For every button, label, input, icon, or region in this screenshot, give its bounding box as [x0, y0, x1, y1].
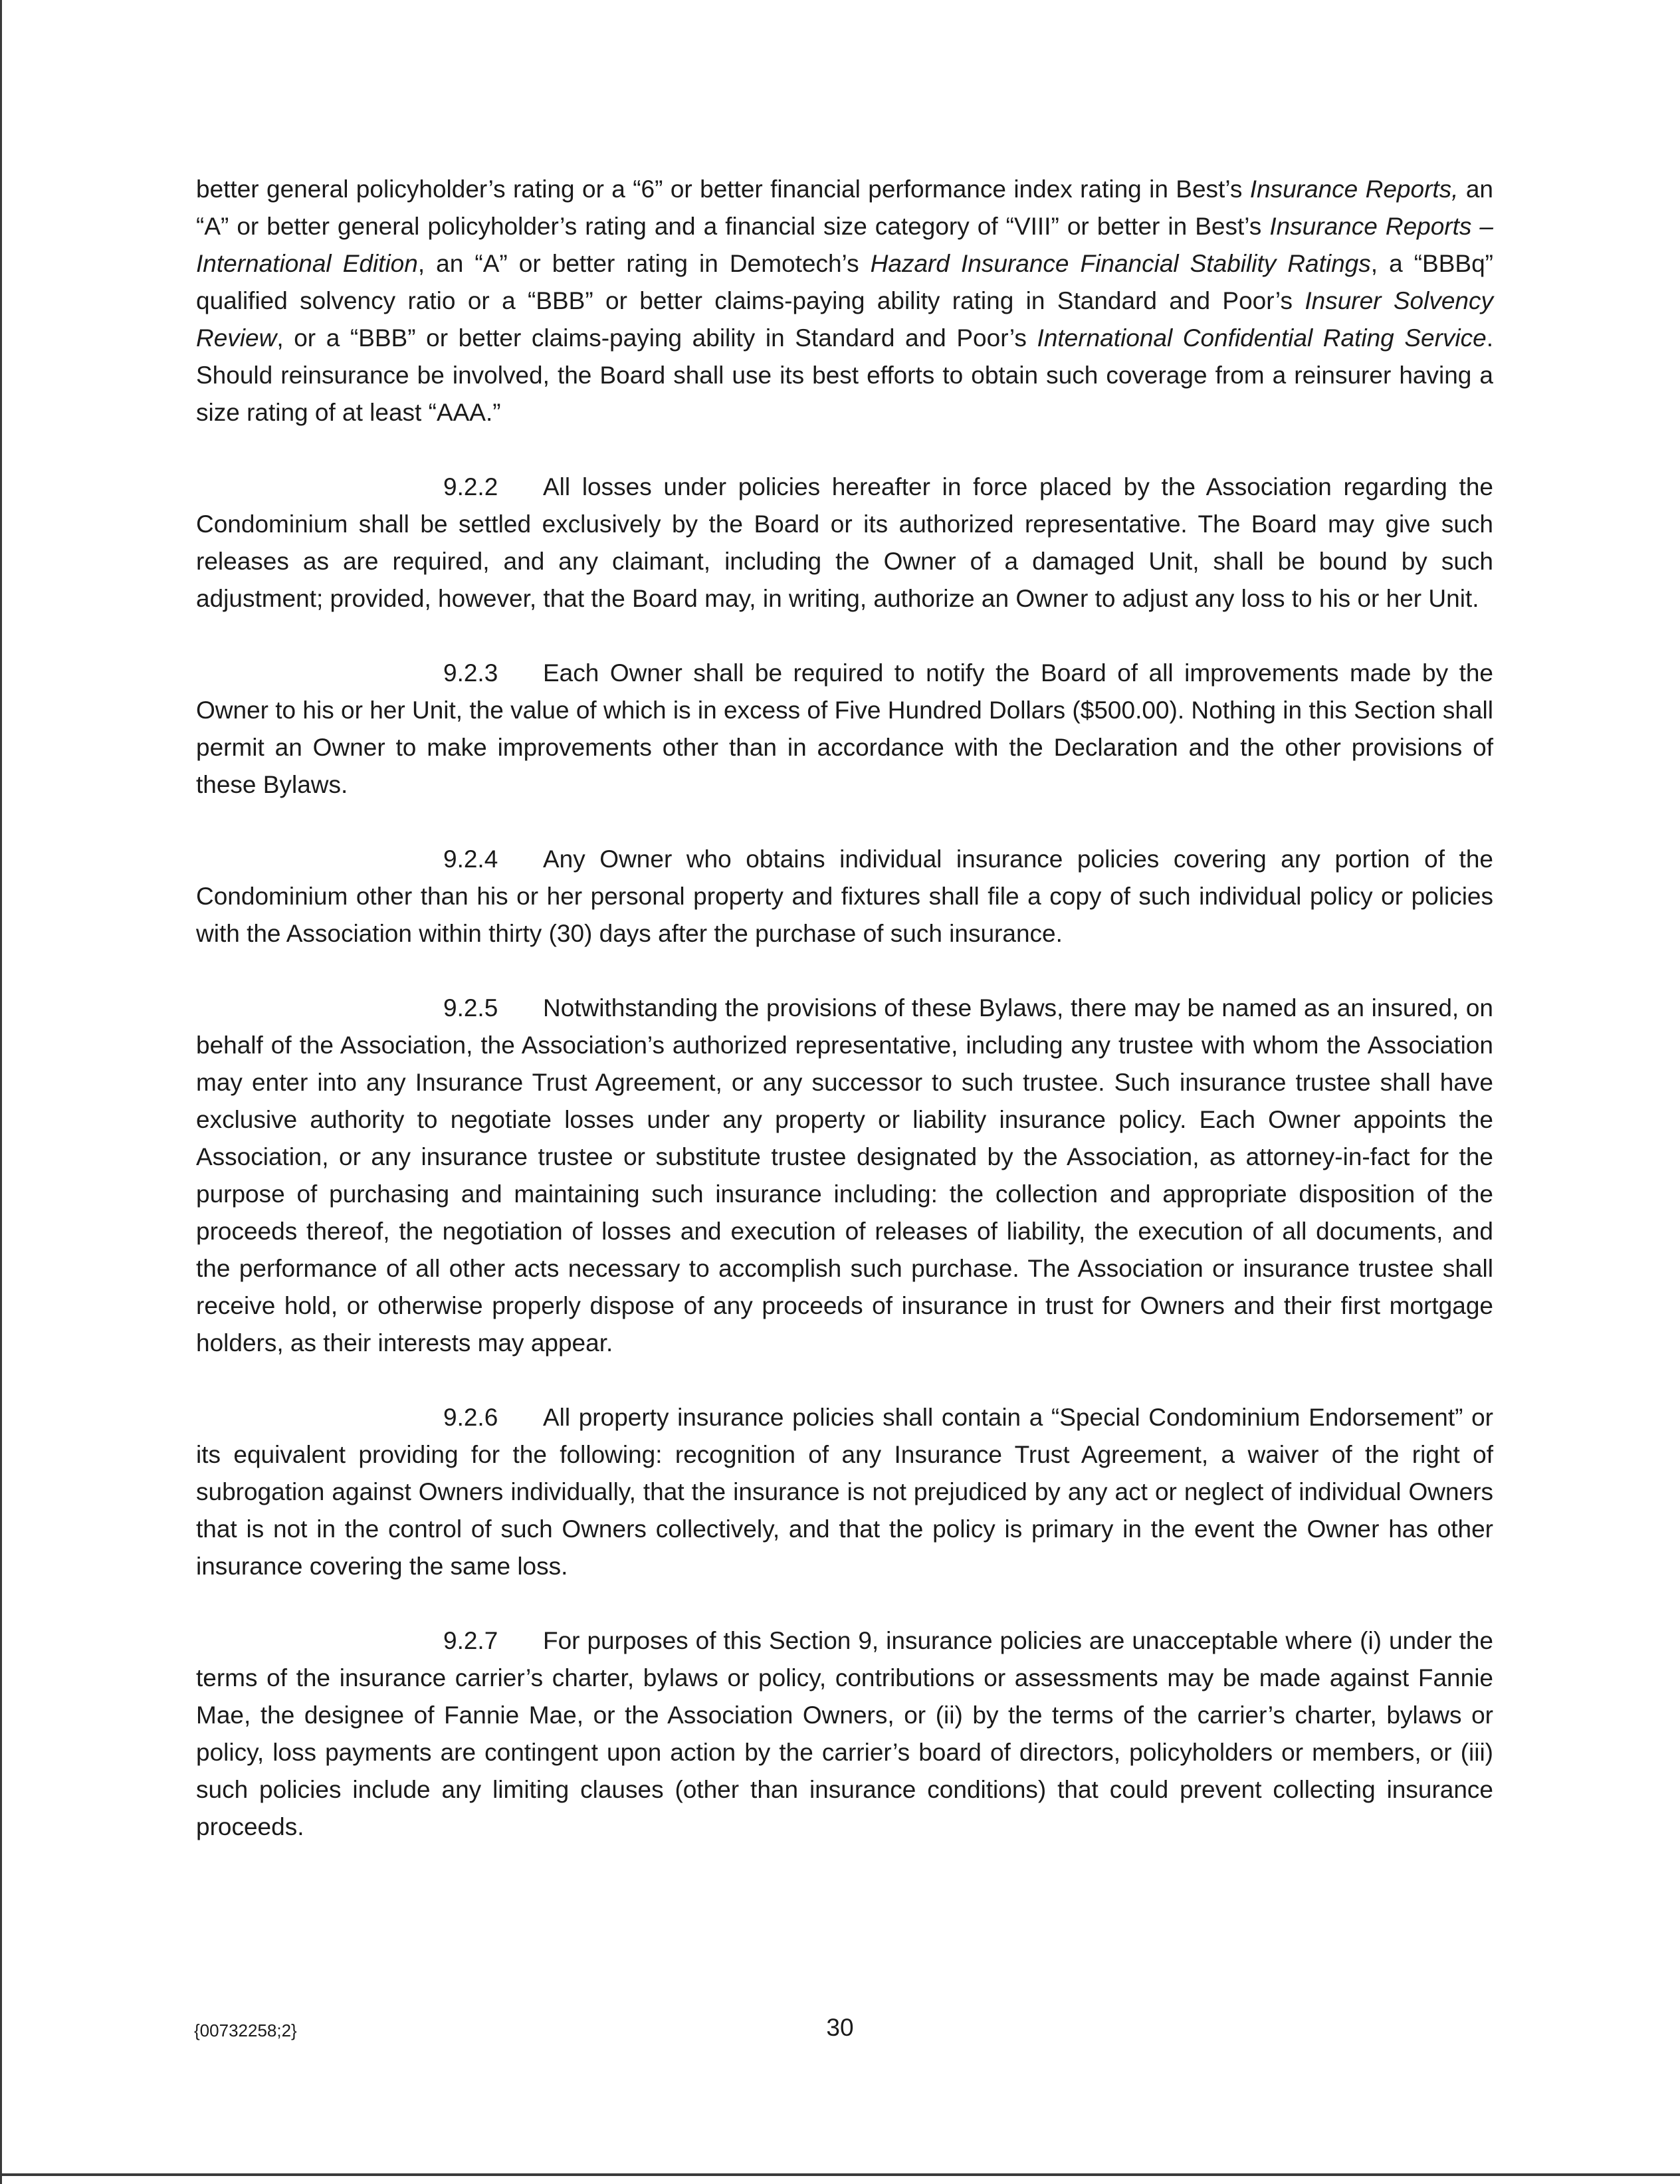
section-9-2-5 — [196, 990, 1493, 1362]
footer-page-number: 30 — [826, 2014, 854, 2041]
section-9-2-2 — [196, 469, 1493, 617]
section-9-2-7 — [196, 1622, 1493, 1846]
section-number: 9.2.7 — [443, 1627, 498, 1654]
section-number: 9.2.3 — [443, 659, 498, 687]
intro-text-5: , or a “BBB” or better claims-paying ability in Standard and Poor’s — [276, 324, 1037, 352]
section-text: For purposes of this Section 9, insurance policies are unacceptable where (i) under the terms of the insurance carrier’s charter, bylaws or policy, contributions or assessments may be made against Fannie Mae, the designee of Fannie Mae, or the Association Owners, or (ii) by the terms of the carrier’s charter, bylaws or policy, loss payments are contingent upon action by the carrier’s board of directors, policyholders or members, or (iii) such policies include any limiting clauses (other than insurance conditions) that could prevent collecting insurance proceeds. — [196, 1627, 1493, 1840]
intro-text-6: . Should reinsurance be involved, the Board shall use its best efforts to obtain such coverage from a reinsurer having a size rating of at least “AAA.” — [196, 324, 1494, 426]
section-9-2-4 — [196, 841, 1493, 952]
intro-italic-hazard-ratings: Hazard Insurance Financial Stability Ratings — [870, 250, 1371, 277]
section-number: 9.2.2 — [443, 473, 498, 500]
page-left-edge — [0, 0, 2, 2184]
intro-italic-insurance-reports: Insurance Reports, — [1249, 175, 1459, 203]
section-number: 9.2.5 — [443, 994, 498, 1022]
intro-text-2: an “A” or better general policyholder’s rating and a financial size category of “VIII” or better in Best’s — [196, 175, 1494, 240]
section-text: All property insurance policies shall contain a “Special Condominium Endorsement” or its equivalent providing for the following: recognition of any Insurance Trust Agreement, a waiver of the right of subrogation against Owners individually, that the insurance is not prejudiced by any act or neglect of individual Owners that is not in the control of such Owners collectively, and that the policy is primary in the event the Owner has other insurance covering the same loss. — [196, 1404, 1493, 1580]
section-text: All losses under policies hereafter in force placed by the Association regarding the Condominium shall be settled exclusively by the Board or its authorized representative. The Board may give such releases as are required, and any claimant, including the Owner of a damaged Unit, shall be bound by such adjustment; provided, however, that the Board may, in writing, authorize an Owner to adjust any loss to his or her Unit. — [196, 473, 1493, 612]
section-text: Each Owner shall be required to notify the Board of all improvements made by the Owner to his or her Unit, the value of which is in excess of Five Hundred Dollars ($500.00). Nothing in this Section shall permit an Owner to make improvements other than in accordance with the Declaration and the other provisions of these Bylaws. — [196, 659, 1493, 798]
page-bottom-edge — [0, 2173, 1680, 2176]
section-text: Any Owner who obtains individual insurance policies covering any portion of the Condominium other than his or her personal property and fixtures shall file a copy of such individual policy or policies with the Association within thirty (30) days after the purchase of such insurance. — [196, 845, 1493, 947]
intro-text-4: , a “BBBq” qualified solvency ratio or a “BBB” or better claims-paying ability rating in Standard and Poor’s — [196, 250, 1493, 314]
intro-text-1: better general policyholder’s rating or a “6” or better financial performance index rating in Best’s — [196, 175, 1250, 203]
section-number: 9.2.6 — [443, 1404, 498, 1431]
document-body — [196, 171, 1493, 1883]
paragraph-intro — [196, 171, 1493, 431]
footer-document-id: {00732258;2} — [194, 2020, 297, 2040]
intro-italic-solvency-review: Insurer Solvency Review — [196, 287, 1493, 352]
section-text: Notwithstanding the provisions of these Bylaws, there may be named as an insured, on behalf of the Association, the Association’s authorized representative, including any trustee with whom the Association may enter into any Insurance Trust Agreement, or any successor to such trustee. Such insurance trustee shall have exclusive authority to negotiate losses under any property or liability insurance policy. Each Owner appoints the Association, or any insurance trustee or substitute trustee designated by the Association, as attorney-in-fact for the purpose of purchasing and maintaining such insurance including: the collection and appropriate disposition of the proceeds thereof, the negotiation of losses and execution of releases of liability, the execution of all documents, and the performance of all other acts necessary to accomplish such purchase. The Association or insurance trustee shall receive hold, or otherwise properly dispose of any proceeds of insurance in trust for Owners and their first mortgage holders, as their interests may appear. — [196, 994, 1493, 1357]
intro-text-3: , an “A” or better rating in Demotech’s — [417, 250, 871, 277]
section-9-2-6 — [196, 1399, 1493, 1585]
section-9-2-3 — [196, 655, 1493, 804]
intro-italic-international-edition: Insurance Reports – International Edition — [196, 213, 1494, 277]
section-number: 9.2.4 — [443, 845, 498, 873]
intro-italic-rating-service: International Confidential Rating Service — [1037, 324, 1487, 352]
